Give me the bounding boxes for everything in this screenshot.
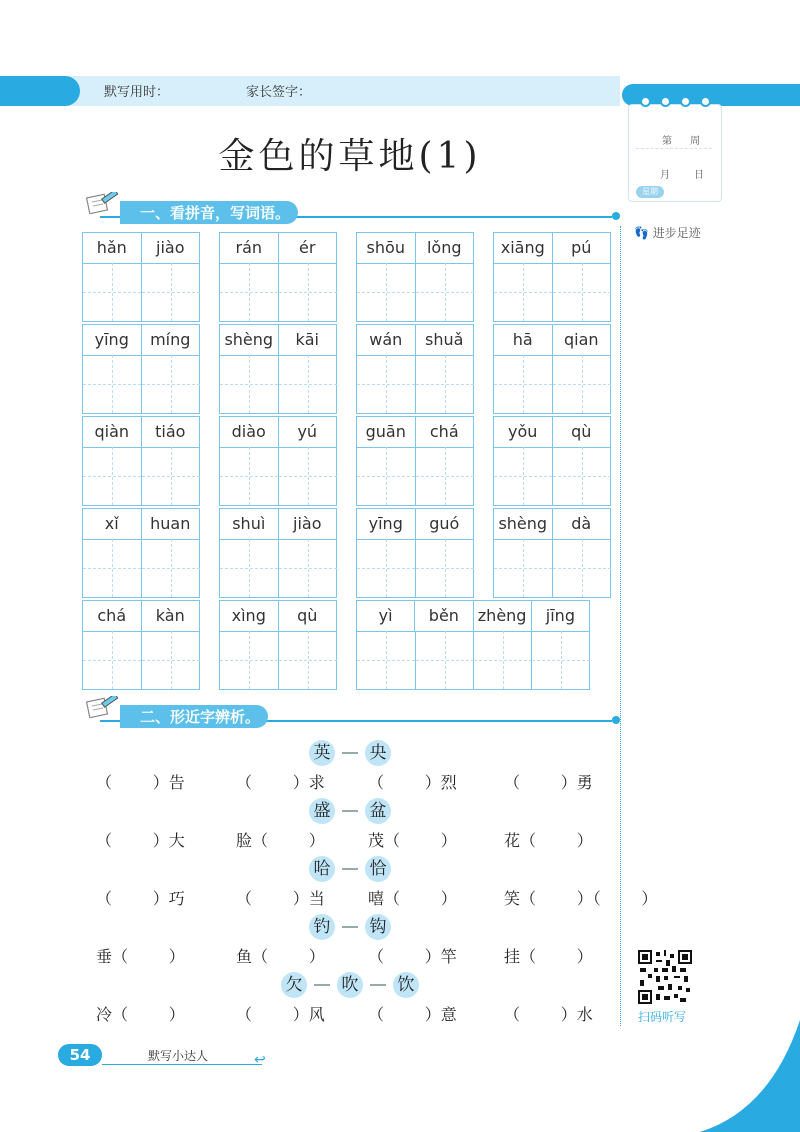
writing-cell[interactable] (494, 263, 552, 321)
word-box (82, 324, 200, 414)
calendar-month: 月 (660, 170, 670, 181)
guide-line (171, 263, 172, 321)
pinyin-syllable: xǐ (104, 514, 119, 533)
pinyin-syllable: yú (278, 417, 337, 447)
guide-line (523, 539, 524, 597)
pinyin-syllable: qiàn (94, 422, 130, 441)
pinyin-row (83, 601, 199, 632)
guide-line (171, 539, 172, 597)
fill-blank-item[interactable]: 花（ ） (504, 831, 593, 850)
writing-cell[interactable] (552, 355, 611, 413)
word-box (82, 232, 200, 322)
fill-blank-item[interactable]: 挂（ ） (504, 947, 593, 966)
char-pair (281, 972, 419, 998)
page-title: 金色的草地(1) (218, 136, 482, 177)
pinyin-syllable: huan (141, 509, 200, 539)
calendar-week-prefix: 第 (662, 136, 672, 147)
guide-line (112, 447, 113, 505)
guide-line (308, 447, 309, 505)
writing-cell[interactable] (83, 263, 141, 321)
writing-cell[interactable] (278, 263, 337, 321)
guide-line (249, 631, 250, 689)
pair-char: 钩 (365, 914, 391, 940)
pinyin-row (357, 601, 589, 632)
pinyin-syllable: kāi (278, 325, 337, 355)
return-arrow-icon: ↩ (254, 1052, 266, 1068)
word-box (356, 600, 590, 690)
pinyin-syllable: pú (552, 233, 611, 263)
word-box (219, 324, 337, 414)
footer-rule (102, 1064, 262, 1065)
word-box (82, 416, 200, 506)
pinyin-syllable: chá (415, 417, 474, 447)
writing-cell[interactable] (357, 631, 415, 689)
pinyin-row (357, 325, 473, 356)
writing-cell[interactable] (220, 355, 278, 413)
pinyin-syllable: yǒu (508, 422, 538, 441)
calendar-weekday: 星期 (636, 186, 664, 198)
pinyin-syllable: qian (552, 325, 611, 355)
char-pair (309, 798, 391, 824)
pinyin-row (220, 509, 336, 540)
pinyin-syllable: qù (552, 417, 611, 447)
writing-cell[interactable] (220, 263, 278, 321)
fill-blank-item[interactable]: （ ）当 (236, 889, 325, 908)
binder-ring-icon (680, 96, 691, 107)
pair-dash (342, 810, 358, 812)
pinyin-syllable: chá (97, 606, 127, 625)
pinyin-syllable: xìng (231, 606, 266, 625)
binder-ring-icon (640, 96, 651, 107)
writing-cell[interactable] (415, 355, 474, 413)
fill-blank-item[interactable]: （ ）告 (96, 773, 185, 792)
word-box (82, 508, 200, 598)
pinyin-syllable: guān (365, 422, 406, 441)
footprint-icon: 👣 (634, 226, 653, 240)
pencil-note-icon (86, 696, 120, 718)
writing-cell[interactable] (415, 539, 474, 597)
pinyin-syllable: shèng (498, 514, 548, 533)
writing-cell[interactable] (357, 263, 415, 321)
corner-decoration (700, 1020, 800, 1132)
word-box (493, 508, 611, 598)
pair-char: 盆 (365, 798, 391, 824)
pinyin-syllable: míng (141, 325, 200, 355)
fill-blank-item[interactable]: 鱼（ ） (236, 947, 325, 966)
pinyin-syllable: diào (231, 422, 266, 441)
header-tab (0, 76, 80, 106)
binder-ring-icon (700, 96, 711, 107)
writing-cell[interactable] (531, 631, 590, 689)
writing-cell[interactable] (552, 263, 611, 321)
pinyin-syllable: zhèng (473, 601, 531, 631)
pair-char: 英 (309, 740, 335, 766)
word-box (356, 508, 474, 598)
writing-cell[interactable] (494, 539, 552, 597)
fill-blank-item[interactable]: 垂（ ） (96, 947, 185, 966)
writing-cell[interactable] (278, 447, 337, 505)
writing-cell[interactable] (141, 355, 200, 413)
pinyin-row (83, 325, 199, 356)
writing-cell[interactable] (278, 539, 337, 597)
pinyin-syllable: kàn (141, 601, 200, 631)
pinyin-syllable: lǒng (415, 233, 474, 263)
guide-line (523, 355, 524, 413)
pair-char: 盛 (309, 798, 335, 824)
guide-line (112, 539, 113, 597)
series-label: 默写小达人 (148, 1049, 209, 1063)
guide-line (386, 355, 387, 413)
pinyin-row (494, 417, 610, 448)
pinyin-syllable: shōu (366, 238, 405, 257)
fill-blank-item[interactable]: （ ）风 (236, 1005, 325, 1024)
pinyin-row (357, 233, 473, 264)
writing-cell[interactable] (83, 539, 141, 597)
writing-cell[interactable] (83, 631, 141, 689)
word-box (493, 416, 611, 506)
pair-char: 欠 (281, 972, 307, 998)
writing-cell[interactable] (220, 539, 278, 597)
progress-label (634, 224, 701, 241)
pinyin-row (83, 417, 199, 448)
guide-line (561, 631, 562, 689)
writing-cell[interactable] (415, 263, 474, 321)
calendar-day: 日 (694, 170, 704, 181)
guide-line (112, 263, 113, 321)
fill-blank-item[interactable]: （ ）勇 (504, 773, 593, 792)
pinyin-syllable: shuì (232, 514, 266, 533)
time-label: 默写用时： (104, 85, 170, 100)
pinyin-row (83, 233, 199, 264)
pair-char: 哈 (309, 856, 335, 882)
pinyin-syllable: yīng (94, 330, 129, 349)
pinyin-syllable: shuǎ (415, 325, 474, 355)
writing-cell[interactable] (83, 447, 141, 505)
word-box (82, 600, 200, 690)
pinyin-syllable: guó (415, 509, 474, 539)
guide-line (249, 355, 250, 413)
fill-blank-item[interactable]: （ ）意 (368, 1005, 457, 1024)
word-box (219, 508, 337, 598)
pair-dash (342, 926, 358, 928)
pinyin-syllable: xiāng (500, 238, 545, 257)
pinyin-syllable: běn (414, 601, 472, 631)
pair-dash (370, 984, 386, 986)
writing-cell[interactable] (141, 539, 200, 597)
pinyin-row (220, 325, 336, 356)
pinyin-syllable: dà (552, 509, 611, 539)
pinyin-syllable: jīng (531, 601, 589, 631)
writing-cell[interactable] (494, 355, 552, 413)
page-number: 54 (58, 1044, 102, 1066)
fill-blank-item[interactable]: （ ）求 (236, 773, 325, 792)
fill-blank-item[interactable]: 茂（ ） (368, 831, 457, 850)
pair-char: 恰 (365, 856, 391, 882)
fill-blank-item[interactable]: 冷（ ） (96, 1005, 185, 1024)
pair-char: 钓 (309, 914, 335, 940)
word-box (356, 324, 474, 414)
signature-label: 家长签字： (246, 85, 312, 100)
guide-line (523, 263, 524, 321)
pinyin-row (357, 509, 473, 540)
guide-line (112, 355, 113, 413)
guide-line (249, 447, 250, 505)
guide-line (445, 263, 446, 321)
writing-cell[interactable] (141, 447, 200, 505)
pinyin-syllable: tiáo (141, 417, 200, 447)
fill-blank-item[interactable]: （ ）竿 (368, 947, 457, 966)
guide-line (308, 355, 309, 413)
word-box (356, 232, 474, 322)
pinyin-row (220, 417, 336, 448)
fill-blank-item[interactable]: （ ）水 (504, 1005, 593, 1024)
writing-cell[interactable] (494, 447, 552, 505)
guide-line (445, 631, 446, 689)
pencil-note-icon (86, 192, 120, 214)
pinyin-row (220, 601, 336, 632)
guide-line (308, 631, 309, 689)
section-1-heading: 一、看拼音，写词语。 (120, 201, 298, 224)
word-box (493, 232, 611, 322)
guide-line (386, 539, 387, 597)
section-1-dot (612, 212, 620, 220)
guide-line (386, 631, 387, 689)
guide-line (582, 447, 583, 505)
pinyin-syllable: jiào (278, 509, 337, 539)
fill-blank-item[interactable]: （ ）巧 (96, 889, 185, 908)
pinyin-row (83, 509, 199, 540)
qr-code-icon[interactable] (638, 950, 692, 1004)
guide-line (523, 447, 524, 505)
fill-blank-item[interactable]: （ ）烈 (368, 773, 457, 792)
pinyin-row (494, 325, 610, 356)
progress-text: 进步足迹 (652, 226, 701, 240)
writing-cell[interactable] (415, 631, 474, 689)
writing-cell[interactable] (357, 539, 415, 597)
pinyin-row (357, 417, 473, 448)
writing-cell[interactable] (220, 631, 278, 689)
word-box (493, 324, 611, 414)
pinyin-syllable: hā (512, 330, 533, 349)
fill-blank-item[interactable]: 嘻（ ） (368, 889, 457, 908)
writing-cell[interactable] (83, 355, 141, 413)
word-box (356, 416, 474, 506)
qr-label: 扫码听写 (638, 1010, 687, 1024)
word-box (219, 232, 337, 322)
writing-cell[interactable] (220, 447, 278, 505)
char-pair (309, 740, 391, 766)
writing-cell[interactable] (278, 631, 337, 689)
guide-line (445, 355, 446, 413)
pair-dash (342, 868, 358, 870)
guide-line (386, 263, 387, 321)
writing-cell[interactable] (357, 355, 415, 413)
guide-line (582, 539, 583, 597)
pinyin-row (494, 233, 610, 264)
guide-line (112, 631, 113, 689)
pinyin-row (220, 233, 336, 264)
guide-line (308, 539, 309, 597)
calendar-week-suffix: 周 (690, 136, 700, 147)
pair-char: 央 (365, 740, 391, 766)
guide-line (171, 447, 172, 505)
pair-char: 饮 (393, 972, 419, 998)
char-pair (309, 914, 391, 940)
guide-line (582, 355, 583, 413)
pinyin-syllable: yīng (368, 514, 403, 533)
pair-char: 吹 (337, 972, 363, 998)
writing-cell[interactable] (141, 631, 200, 689)
pinyin-syllable: shèng (224, 330, 274, 349)
writing-cell[interactable] (357, 447, 415, 505)
guide-line (171, 355, 172, 413)
pinyin-syllable: rán (235, 238, 263, 257)
pinyin-syllable: qù (278, 601, 337, 631)
writing-cell[interactable] (278, 355, 337, 413)
writing-cell[interactable] (141, 263, 200, 321)
writing-cell[interactable] (552, 539, 611, 597)
guide-line (171, 631, 172, 689)
pinyin-syllable: hǎn (96, 238, 127, 257)
guide-line (308, 263, 309, 321)
word-box (219, 600, 337, 690)
word-box (219, 416, 337, 506)
writing-cell[interactable] (415, 447, 474, 505)
char-pair (309, 856, 391, 882)
guide-line (445, 447, 446, 505)
section-2-heading: 二、形近字辨析。 (120, 705, 268, 728)
section-2-dot (612, 716, 620, 724)
pinyin-syllable: jiào (141, 233, 200, 263)
pinyin-syllable: yì (378, 606, 393, 625)
guide-line (445, 539, 446, 597)
pair-dash (342, 752, 358, 754)
writing-cell[interactable] (473, 631, 532, 689)
pair-dash (314, 984, 330, 986)
binder-ring-icon (660, 96, 671, 107)
pinyin-row (494, 509, 610, 540)
guide-line (249, 263, 250, 321)
fill-blank-item[interactable]: 笑（ ）（ ） (504, 889, 658, 908)
guide-line (582, 263, 583, 321)
fill-blank-item[interactable]: 脸（ ） (236, 831, 325, 850)
guide-line (386, 447, 387, 505)
writing-cell[interactable] (552, 447, 611, 505)
guide-line (249, 539, 250, 597)
pinyin-syllable: wán (369, 330, 403, 349)
fill-blank-item[interactable]: （ ）大 (96, 831, 185, 850)
guide-line (503, 631, 504, 689)
pinyin-syllable: ér (278, 233, 337, 263)
